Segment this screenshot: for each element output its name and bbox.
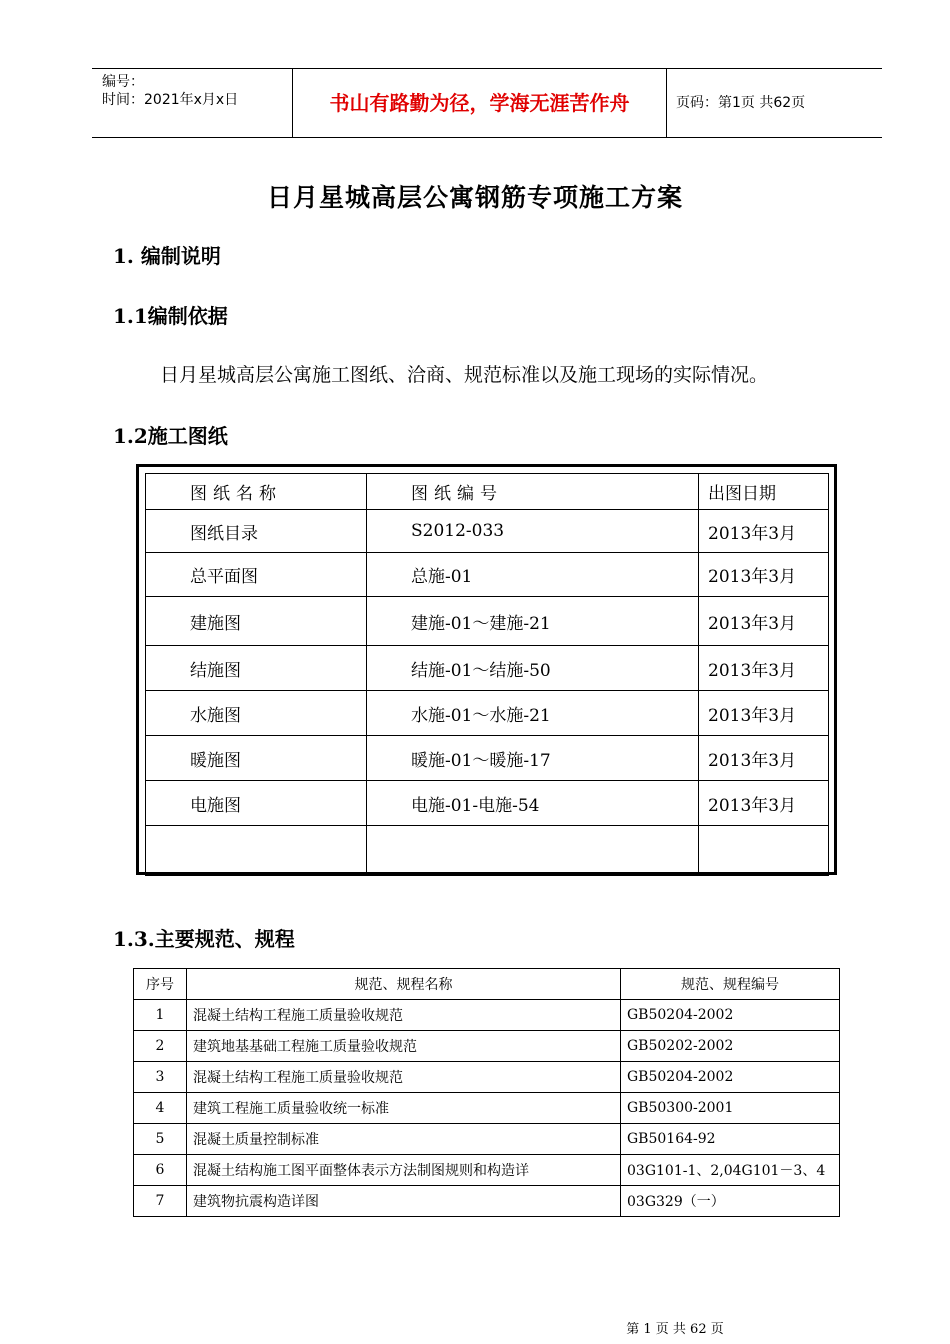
table-row	[134, 1186, 840, 1217]
table-row	[146, 736, 829, 781]
header-meta	[92, 69, 292, 137]
table-row	[146, 510, 829, 553]
header-page-label: 页码：第1页 共62页	[676, 95, 806, 111]
header-number: 编号：	[102, 74, 144, 90]
table-cell: GB50204-2002	[621, 1062, 840, 1093]
table-cell: 6	[134, 1155, 187, 1186]
table-cell: 电施-01-电施-54	[367, 781, 699, 826]
header-motto: 书山有路勤为径，学海无涯苦作舟	[329, 91, 630, 115]
table-cell: 结施-01～结施-50	[367, 646, 699, 691]
table-cell: 图纸目录	[146, 510, 367, 553]
table-cell: 混凝土结构工程施工质量验收规范	[187, 1062, 621, 1093]
table-cell: 建施图	[146, 597, 367, 646]
header-cell: 序号	[134, 969, 187, 1000]
table-cell: GB50300-2001	[621, 1093, 840, 1124]
section-heading-1-3: 1.3.主要规范、规程	[113, 927, 295, 951]
table-row	[146, 826, 829, 876]
table-row	[146, 781, 829, 826]
table-cell: 2013年3月	[699, 597, 829, 646]
table-cell: S2012-033	[367, 510, 699, 553]
table-cell: 4	[134, 1093, 187, 1124]
table-cell: 建筑物抗震构造详图	[187, 1186, 621, 1217]
table-cell: 混凝土结构工程施工质量验收规范	[187, 1000, 621, 1031]
page-header	[92, 68, 882, 138]
table-cell: GB50202-2002	[621, 1031, 840, 1062]
table-cell: 混凝土结构施工图平面整体表示方法制图规则和构造详	[187, 1155, 621, 1186]
header-time: 时间：2021年x月x日	[102, 92, 239, 108]
table-cell: 结施图	[146, 646, 367, 691]
standards-table	[133, 968, 840, 1217]
section-heading-1-2: 1.2施工图纸	[113, 424, 228, 448]
table-cell: 3	[134, 1062, 187, 1093]
section-heading-1-1: 1.1编制依据	[113, 304, 228, 328]
table-cell: 水施-01～水施-21	[367, 691, 699, 736]
table-row	[134, 1155, 840, 1186]
table-row	[146, 597, 829, 646]
table-row	[134, 1093, 840, 1124]
header-cell: 出图日期	[699, 474, 829, 510]
table-cell: 7	[134, 1186, 187, 1217]
table-cell: 2013年3月	[699, 736, 829, 781]
table-cell: 建筑工程施工质量验收统一标准	[187, 1093, 621, 1124]
table-cell: 2013年3月	[699, 691, 829, 736]
table-row	[134, 1062, 840, 1093]
header-cell: 规范、规程名称	[187, 969, 621, 1000]
table-cell: GB50204-2002	[621, 1000, 840, 1031]
table-cell: 03G329（一）	[621, 1186, 840, 1217]
table-cell	[699, 826, 829, 876]
table-cell: 水施图	[146, 691, 367, 736]
table-cell: 总平面图	[146, 553, 367, 597]
document-title: 日月星城高层公寓钢筋专项施工方案	[266, 183, 683, 212]
standards-header-row	[134, 969, 840, 1000]
table-cell: 电施图	[146, 781, 367, 826]
header-motto-cell	[292, 69, 667, 137]
table-cell: 2013年3月	[699, 510, 829, 553]
table-cell: 2	[134, 1031, 187, 1062]
table-cell: GB50164-92	[621, 1124, 840, 1155]
header-cell: 图纸编号	[367, 474, 699, 510]
basis-paragraph: 日月星城高层公寓施工图纸、洽商、规范标准以及施工现场的实际情况。	[160, 364, 769, 386]
table-cell: 混凝土质量控制标准	[187, 1124, 621, 1155]
section-heading-1: 1. 编制说明	[113, 244, 221, 268]
table-cell: 03G101-1、2,04G101－3、4	[621, 1155, 840, 1186]
table-row	[146, 553, 829, 597]
drawings-header-row	[146, 474, 829, 510]
table-cell: 暖施图	[146, 736, 367, 781]
table-cell: 2013年3月	[699, 553, 829, 597]
page-footer: 第 1 页 共 62 页	[626, 1322, 724, 1337]
table-cell	[146, 826, 367, 876]
table-cell: 总施-01	[367, 553, 699, 597]
table-cell: 2013年3月	[699, 646, 829, 691]
table-cell: 5	[134, 1124, 187, 1155]
header-cell: 图纸名称	[146, 474, 367, 510]
table-cell: 建筑地基基础工程施工质量验收规范	[187, 1031, 621, 1062]
table-cell: 建施-01～建施-21	[367, 597, 699, 646]
drawings-table-frame	[136, 464, 837, 875]
table-cell: 暖施-01～暖施-17	[367, 736, 699, 781]
table-cell: 1	[134, 1000, 187, 1031]
table-row	[134, 1124, 840, 1155]
table-row	[134, 1000, 840, 1031]
table-cell: 2013年3月	[699, 781, 829, 826]
drawings-table	[145, 473, 829, 876]
table-cell	[367, 826, 699, 876]
table-row	[146, 691, 829, 736]
header-cell: 规范、规程编号	[621, 969, 840, 1000]
table-row	[134, 1031, 840, 1062]
table-row	[146, 646, 829, 691]
